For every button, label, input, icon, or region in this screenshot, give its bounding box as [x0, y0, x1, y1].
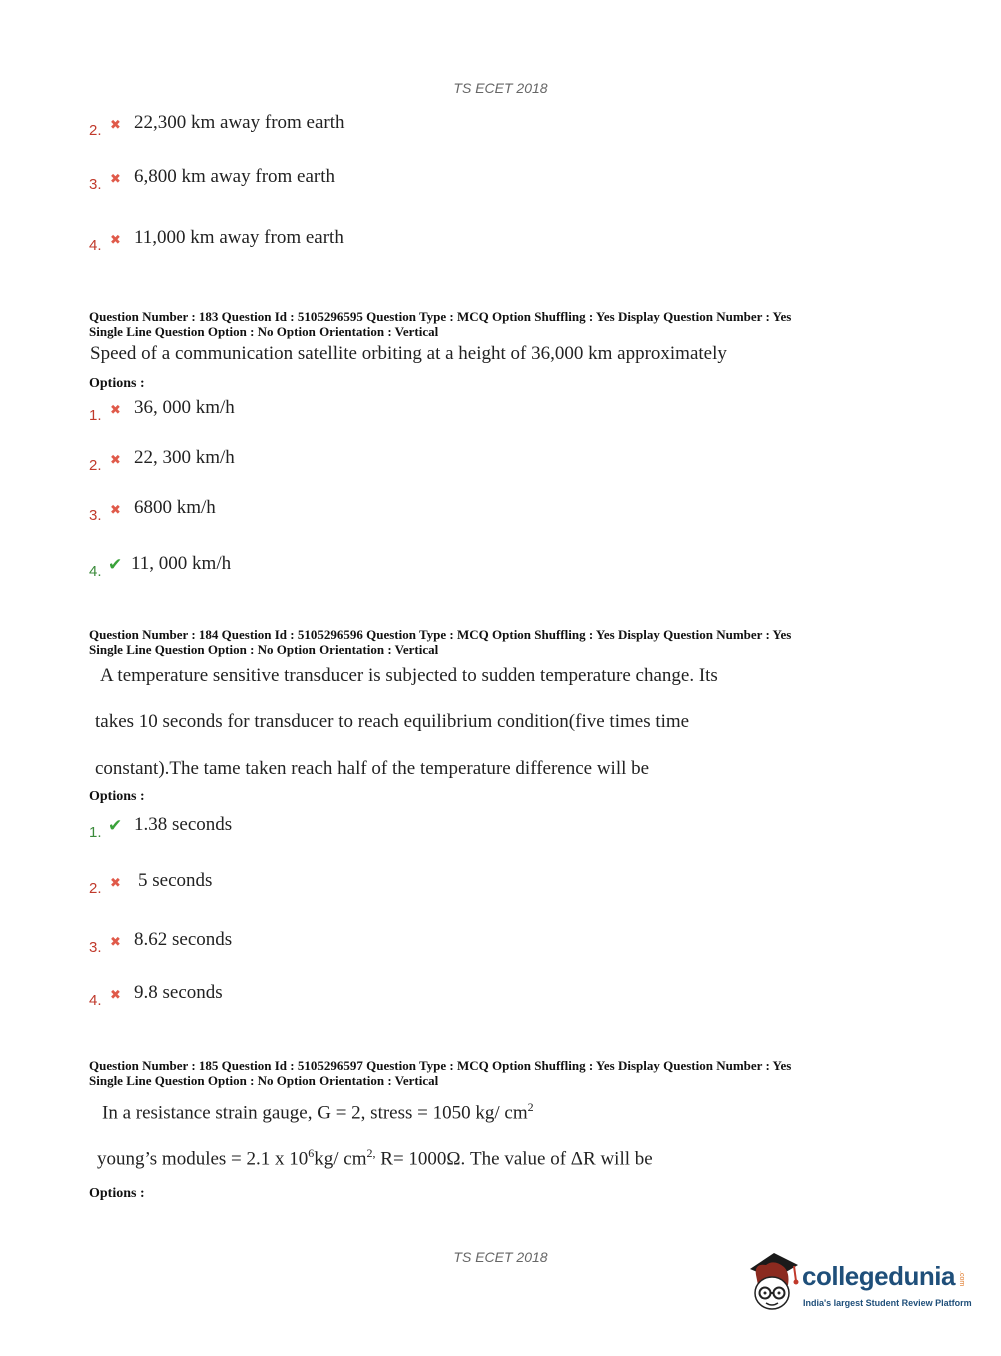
page-footer: TS ECET 2018	[453, 1249, 548, 1265]
option-text: 9.8 seconds	[134, 982, 223, 1003]
question-text-line	[102, 1100, 534, 1124]
option-number: 2.	[89, 457, 102, 474]
options-label: Options :	[89, 789, 145, 804]
option-number: 4.	[89, 992, 102, 1009]
wrong-icon: ✖	[110, 876, 121, 891]
option-number: 2.	[89, 880, 102, 897]
question-meta-183	[89, 309, 791, 339]
option-number: 3.	[89, 939, 102, 956]
question-text-line: A temperature sensitive transducer is subjected to sudden temperature change. Its	[100, 665, 718, 686]
question-meta-line: Question Number : 185 Question Id : 5105296597 Question Type : MCQ Option Shuffling : Yes Display Question Number : Yes	[89, 1058, 792, 1073]
option-text: 22, 300 km/h	[134, 447, 235, 468]
wrong-icon: ✖	[110, 118, 121, 133]
option-number: 3.	[89, 507, 102, 524]
logo-wordmark: collegedunia	[802, 1261, 955, 1291]
superscript: 2	[527, 1100, 534, 1114]
collegedunia-logo	[744, 1251, 974, 1321]
question-meta-185	[89, 1058, 791, 1088]
page-header: TS ECET 2018	[453, 80, 548, 96]
options-label: Options :	[89, 376, 145, 391]
question-text-183: Speed of a communication satellite orbiting at a height of 36,000 km approximately	[90, 343, 727, 364]
superscript: 2,	[366, 1146, 376, 1160]
option-number: 2.	[89, 122, 102, 139]
check-icon: ✔	[108, 816, 123, 836]
option-text: 11,000 km away from earth	[134, 227, 344, 248]
question-text-line	[97, 1146, 653, 1170]
option-text: 5 seconds	[138, 870, 213, 891]
option-number: 3.	[89, 176, 102, 193]
check-icon: ✔	[108, 555, 123, 575]
options-label: Options :	[89, 1186, 145, 1201]
wrong-icon: ✖	[110, 935, 121, 950]
option-number: 4.	[89, 563, 102, 580]
question-meta-line: Single Line Question Option : No Option Orientation : Vertical	[89, 1073, 439, 1088]
option-text: 6,800 km away from earth	[134, 166, 336, 187]
option-text: 11, 000 km/h	[131, 553, 232, 574]
logo-tagline: India's largest Student Review Platform	[803, 1298, 972, 1308]
wrong-icon: ✖	[110, 172, 121, 187]
option-number: 4.	[89, 237, 102, 254]
wrong-icon: ✖	[110, 403, 121, 418]
logo-domain: .com	[958, 1271, 965, 1287]
option-text: 36, 000 km/h	[134, 397, 235, 418]
option-number: 1.	[89, 407, 102, 424]
question-text-part: In a resistance strain gauge, G = 2, stress = 1050 kg/ cm	[102, 1102, 528, 1124]
question-meta-line: Single Line Question Option : No Option Orientation : Vertical	[89, 642, 439, 657]
option-text: 1.38 seconds	[134, 814, 233, 835]
option-text: 6800 km/h	[134, 497, 216, 518]
option-text: 8.62 seconds	[134, 929, 233, 950]
wrong-icon: ✖	[110, 233, 121, 248]
mascot-icon	[744, 1251, 804, 1321]
wrong-icon: ✖	[110, 503, 121, 518]
question-text-line: takes 10 seconds for transducer to reach equilibrium condition(five times time	[95, 711, 690, 732]
question-text-line: constant).The tame taken reach half of the temperature difference will be	[95, 758, 650, 779]
option-number: 1.	[89, 824, 102, 841]
question-text-part: kg/ cm	[314, 1148, 367, 1170]
question-meta-line: Question Number : 184 Question Id : 5105296596 Question Type : MCQ Option Shuffling : Yes Display Question Number : Yes	[89, 627, 792, 642]
question-meta-184	[89, 627, 791, 657]
wrong-icon: ✖	[110, 453, 121, 468]
question-text-part: R= 1000Ω. The value of ΔR will be	[375, 1148, 653, 1170]
question-meta-line: Question Number : 183 Question Id : 5105296595 Question Type : MCQ Option Shuffling : Yes Display Question Number : Yes	[89, 309, 792, 324]
superscript: 6	[308, 1146, 315, 1160]
question-meta-line: Single Line Question Option : No Option Orientation : Vertical	[89, 324, 439, 339]
option-text: 22,300 km away from earth	[134, 112, 345, 133]
wrong-icon: ✖	[110, 988, 121, 1003]
question-text-part: young’s modules = 2.1 x 10	[97, 1148, 309, 1170]
